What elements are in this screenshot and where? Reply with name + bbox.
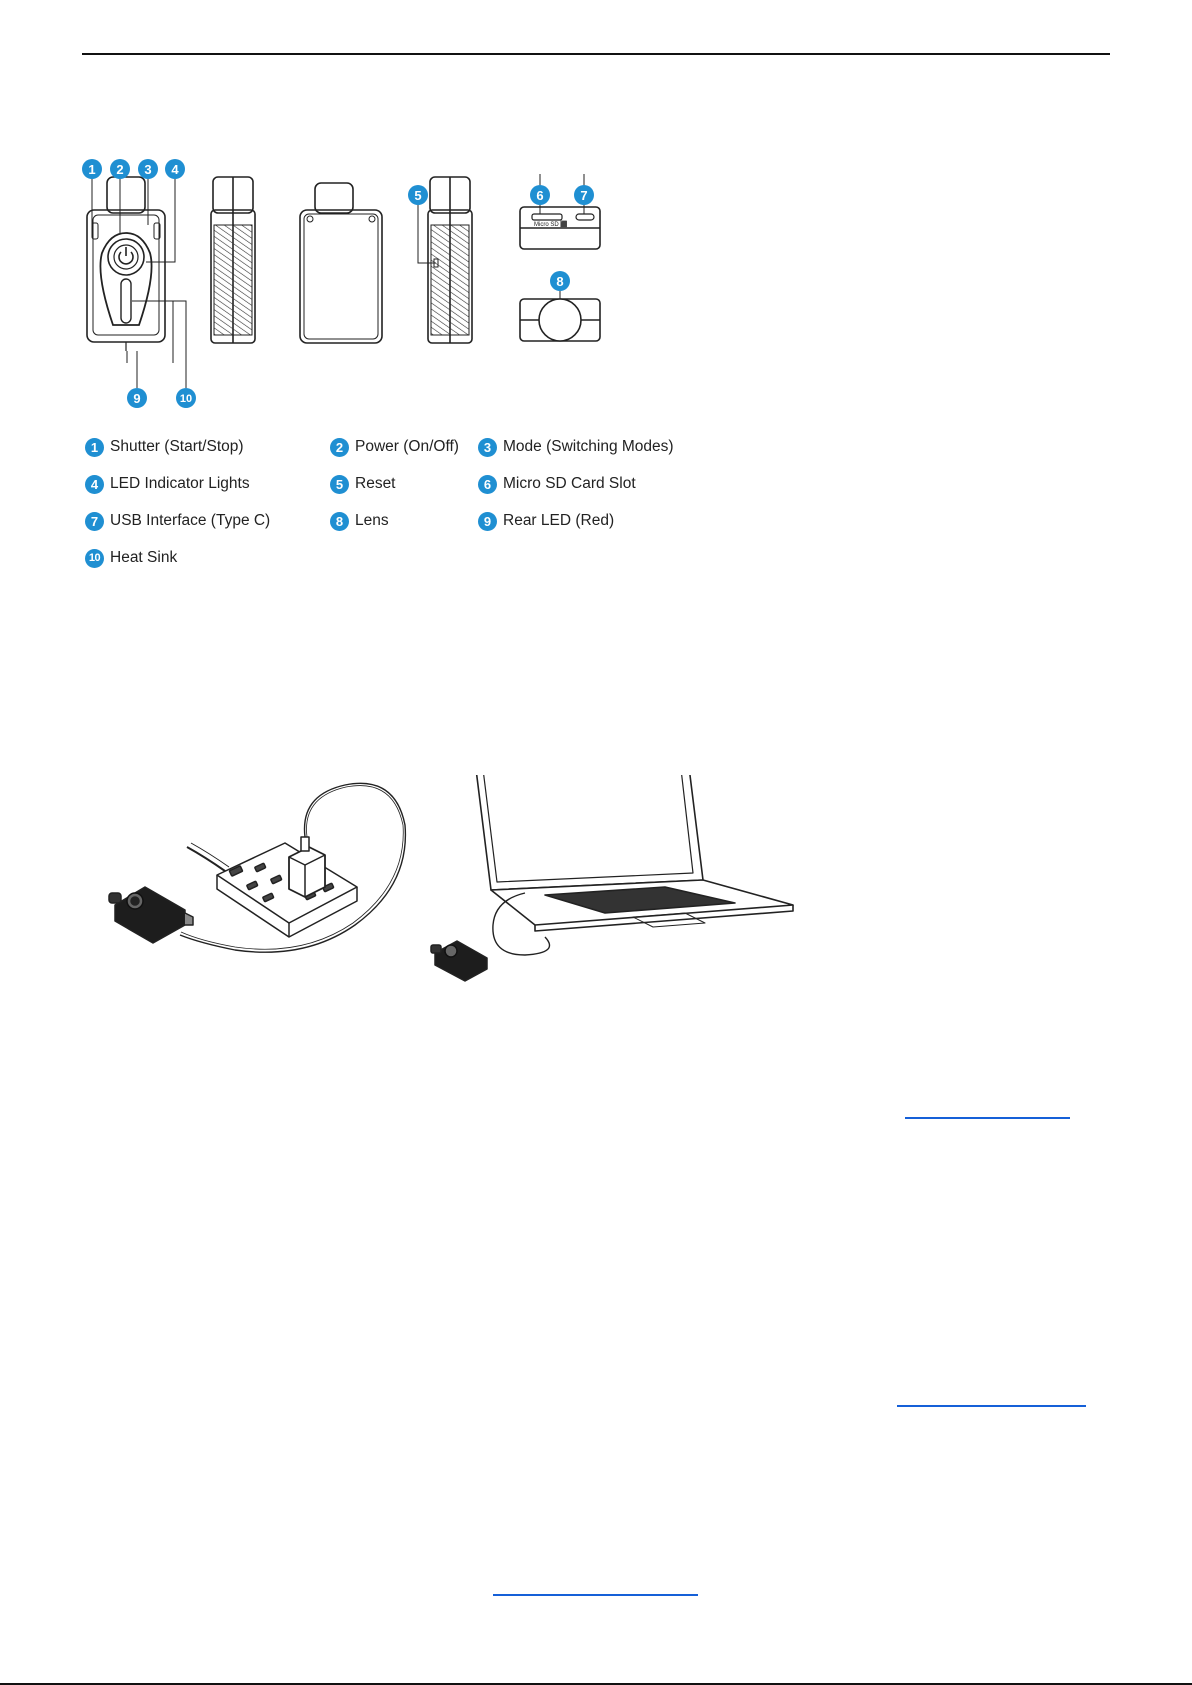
callout-1 (82, 159, 102, 179)
legend-item (478, 473, 636, 495)
svg-text:8: 8 (556, 274, 564, 289)
callout-2 (110, 159, 130, 179)
legend-badge: 2 (330, 438, 349, 457)
legend-badge: 8 (330, 512, 349, 531)
legend-label: USB Interface (Type C) (110, 512, 271, 529)
callout-8 (550, 271, 570, 291)
svg-text:7: 7 (580, 188, 588, 203)
legend-label: Micro SD Card Slot (503, 475, 636, 492)
charging-illustration (105, 775, 805, 1025)
legend-label: LED Indicator Lights (110, 475, 250, 492)
laptop (473, 775, 793, 931)
svg-text:5: 5 (414, 188, 422, 203)
svg-text:2: 2 (116, 162, 124, 177)
legend-badge: 5 (330, 475, 349, 494)
camera-laptop (431, 941, 487, 981)
link-underline-2[interactable] (897, 1405, 1086, 1407)
microsd-label: Micro SD ⬛ (534, 222, 568, 228)
component-legend (85, 436, 705, 586)
legend-label: Power (On/Off) (355, 438, 459, 455)
legend-label: Shutter (Start/Stop) (110, 438, 244, 455)
callout-3 (138, 159, 158, 179)
legend-item (85, 510, 270, 532)
svg-text:1: 1 (88, 162, 96, 177)
legend-item (85, 473, 250, 495)
back-view (300, 183, 382, 343)
legend-badge: 3 (478, 438, 497, 457)
legend-item (478, 436, 674, 458)
usb-adapter (289, 837, 325, 897)
header-rule (82, 53, 1110, 55)
legend-item (330, 473, 396, 495)
svg-text:3: 3 (144, 162, 152, 177)
legend-badge: 6 (478, 475, 497, 494)
legend-badge: 1 (85, 438, 104, 457)
legend-badge: 7 (85, 512, 104, 531)
callout-6 (530, 185, 550, 205)
callout-4 (165, 159, 185, 179)
side-view-2 (428, 177, 472, 343)
legend-badge: 10 (85, 549, 104, 568)
device-diagram (80, 155, 700, 410)
link-underline-1[interactable] (905, 1117, 1070, 1119)
front-view (87, 177, 165, 351)
legend-item (330, 510, 389, 532)
svg-text:9: 9 (133, 391, 141, 406)
legend-item (85, 436, 244, 458)
legend-badge: 4 (85, 475, 104, 494)
legend-item (330, 436, 459, 458)
legend-label: Reset (355, 475, 396, 492)
legend-label: Heat Sink (110, 549, 178, 566)
callout-9 (127, 388, 147, 408)
callout-7 (574, 185, 594, 205)
callout-10 (176, 388, 196, 408)
legend-badge: 9 (478, 512, 497, 531)
svg-text:4: 4 (171, 162, 179, 177)
legend-label: Mode (Switching Modes) (503, 438, 674, 455)
power-strip (217, 843, 357, 937)
svg-text:6: 6 (536, 188, 544, 203)
legend-label: Rear LED (Red) (503, 512, 615, 529)
side-view-1 (211, 177, 255, 343)
legend-item (478, 510, 614, 532)
link-underline-3[interactable] (493, 1594, 698, 1596)
top-view (520, 174, 600, 249)
svg-text:10: 10 (179, 393, 193, 405)
callout-5 (408, 185, 428, 205)
legend-item (85, 547, 177, 569)
legend-label: Lens (355, 512, 389, 529)
